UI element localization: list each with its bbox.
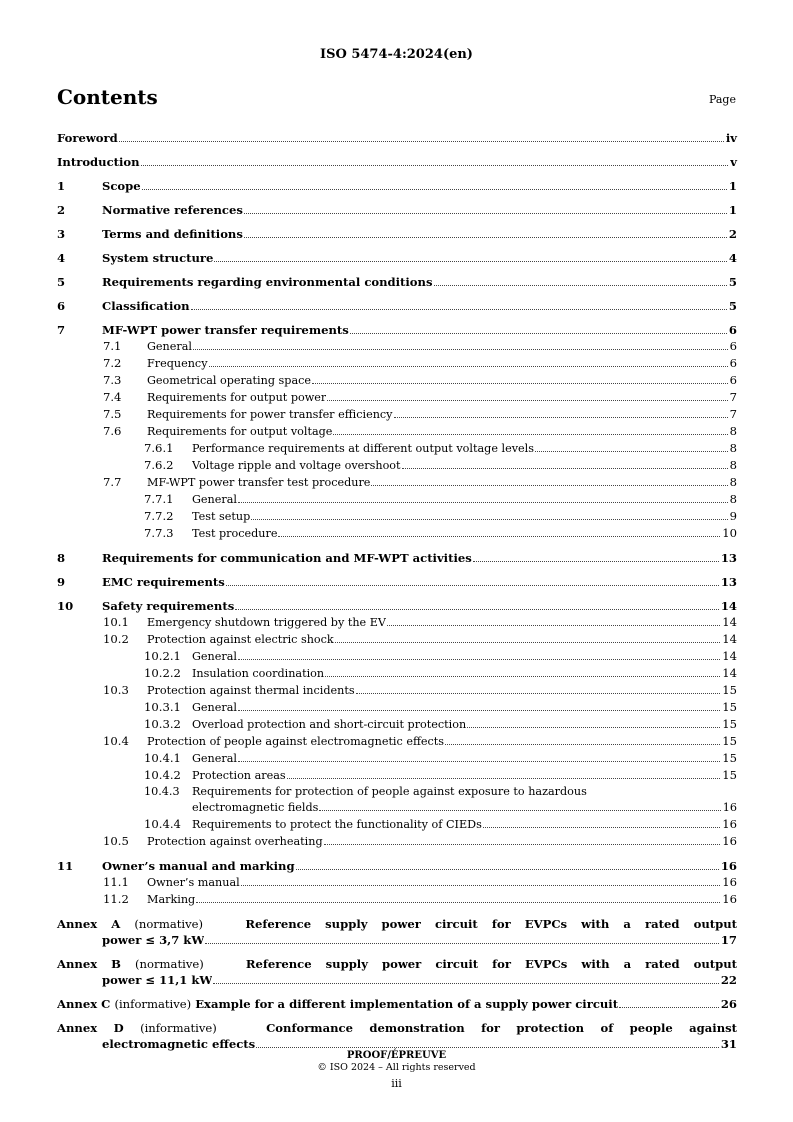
toc-page: 15 [722,700,737,714]
toc-label: Introduction [57,155,140,169]
toc-entry-10-4-1[interactable] [57,750,737,767]
toc-label: Protection of people against electromagnetic effects [147,735,445,748]
dot-leader [350,333,727,334]
toc-page: 9 [729,509,737,523]
toc-label: Reference supply power circuit for EVPCs with a rated output [245,917,737,931]
toc-entry-10-1[interactable] [57,614,737,631]
dot-leader [251,519,727,520]
toc-label: Protection against overheating [147,835,323,848]
toc-entry-7-7-3[interactable] [57,525,737,542]
proof-label: PROOF/ÉPREUVE [346,1050,447,1061]
toc-number: 11.2 [103,892,129,906]
toc-label: Insulation coordination [192,667,325,680]
toc-page: 1 [728,179,737,193]
toc-page: 15 [722,683,737,697]
toc-number: 10.4.4 [144,817,181,831]
annex-prefix: Annex B [57,957,121,971]
toc-label: Requirements for power transfer efficiency [147,408,393,421]
toc-page: 15 [722,768,737,782]
toc-number: 10.1 [103,615,129,629]
toc-page: 15 [722,751,737,765]
toc-label: General [192,752,237,765]
toc-number: 7.4 [103,390,122,404]
dot-leader [193,349,728,350]
toc-entry-7-4[interactable] [57,389,737,406]
toc-label: Test procedure [192,527,278,540]
dot-leader [244,213,727,214]
dot-leader [278,536,720,537]
annex-kind: (informative) [140,1021,217,1035]
toc-label: Owner’s manual [147,876,240,889]
dot-leader [119,141,724,142]
toc-number: 5 [57,275,66,289]
toc-page: 14 [722,632,737,646]
toc-label-continued: electromagnetic effects [102,1037,256,1051]
toc-entry-8[interactable] [57,550,737,566]
toc-line [57,916,737,932]
toc-label-continued: power ≤ 3,7 kW [102,933,205,947]
toc-entry-6[interactable] [57,298,737,314]
toc-number: 10.2 [103,632,129,646]
toc-entry-2[interactable] [57,202,737,218]
toc-entry-1[interactable] [57,178,737,194]
dot-leader [327,400,727,401]
toc-number: 10.4.1 [144,751,181,765]
toc-number: 7.7.1 [144,492,174,506]
toc-page: 16 [720,859,737,873]
toc-entry-annex-c[interactable] [57,996,737,1012]
toc-entry-10-2-2[interactable] [57,665,737,682]
toc-page: 5 [728,275,737,289]
toc-entry-annex-a[interactable] [57,916,737,948]
toc-page: v [730,155,737,169]
toc-label: General [192,493,237,506]
toc-number: 10.3 [103,683,129,697]
annex-prefix: Annex A [57,917,121,931]
toc-page: 31 [720,1037,737,1051]
dot-leader [238,502,728,503]
toc-entry-7-5[interactable] [57,406,737,423]
dot-leader [387,625,720,626]
toc-number: 7.3 [103,373,122,387]
toc-number: 11.1 [103,875,129,889]
toc-label: Reference supply power circuit for EVPCs with a rated output [245,957,738,971]
dot-leader [244,237,727,238]
annex-prefix: Annex C [57,997,111,1011]
toc-entry-11-2[interactable] [57,891,737,908]
toc-label: Normative references [102,203,243,217]
dot-leader [238,659,720,660]
toc-entry-10[interactable] [57,598,737,614]
toc-page: 8 [729,492,737,506]
toc-page: 14 [722,615,737,629]
toc-label: Scope [102,179,141,193]
toc-page: 8 [729,424,737,438]
dot-leader [191,309,727,310]
toc-page: 13 [720,575,737,589]
toc-page: 17 [720,933,737,947]
toc-label: Safety requirements [102,599,235,613]
toc-label: Requirements for output voltage [147,425,333,438]
toc-line [57,932,737,948]
dot-leader [394,417,728,418]
toc-page: 6 [729,373,737,387]
toc-title: Example for a different implementation of a supply power circuit [195,997,619,1011]
toc-label: Protection against electric shock [147,633,334,646]
page-column-label: Page [708,93,736,106]
toc-number: 7.1 [103,339,122,353]
toc-label: Marking [147,893,196,906]
toc-page: 16 [722,834,737,848]
toc-page: 26 [720,997,737,1011]
toc-page: 2 [728,227,737,241]
toc-page: iv [725,131,737,145]
toc-label: Performance requirements at different output voltage levels [192,442,534,455]
toc-page: 8 [729,475,737,489]
toc-label: Emergency shutdown triggered by the EV [147,616,386,629]
toc-number: 1 [57,179,66,193]
dot-leader [141,165,729,166]
copyright-notice: © ISO 2024 – All rights reserved [317,1062,476,1073]
toc-entry-annex-d[interactable] [57,1020,737,1052]
page-footer [0,1050,793,1090]
toc-page: 22 [720,973,737,987]
dot-leader [209,366,728,367]
toc-number: 7.5 [103,407,122,421]
toc-entry-10-4[interactable] [57,733,737,750]
toc-label: Test setup [192,510,251,523]
toc-number: 7 [57,323,66,337]
toc-entry-7-6-1[interactable] [57,440,737,457]
toc-label: Requirements for communication and MF-WPT activities [102,551,472,565]
dot-leader [214,261,727,262]
toc-page: 5 [728,299,737,313]
toc-page: 4 [728,251,737,265]
toc-label: Overload protection and short-circuit protection [192,718,467,731]
toc-page: 16 [722,875,737,889]
toc-number: 10.4 [103,734,129,748]
dot-leader [371,485,727,486]
dot-leader [445,744,720,745]
toc-label-continued: electromagnetic fields [192,801,319,814]
toc-page: 15 [722,717,737,731]
toc-entry-10-2-1[interactable] [57,648,737,665]
toc-label: Foreword [57,131,118,145]
toc-page: 6 [729,339,737,353]
toc-number: 7.7.3 [144,526,174,540]
toc-entry-introduction[interactable] [57,154,737,170]
toc-number: 7.6.2 [144,458,174,472]
dot-leader [402,468,728,469]
toc-label [57,996,618,1012]
toc-entry-5[interactable] [57,274,737,290]
toc-number: 7.2 [103,356,122,370]
dot-leader [467,727,720,728]
dot-leader [142,189,727,190]
dot-leader [473,561,719,562]
toc-label: Frequency [147,357,208,370]
toc-number: 11 [57,859,74,873]
toc-page: 13 [720,551,737,565]
toc-entry-7-7-1[interactable] [57,491,737,508]
toc-number: 10.4.2 [144,768,181,782]
dot-leader [324,844,721,845]
dot-leader [312,383,728,384]
toc-page: 16 [722,801,737,814]
toc-line [144,784,737,800]
toc-entry-10-4-4[interactable] [57,816,737,833]
toc-number: 7.6 [103,424,122,438]
toc-line [57,972,737,988]
toc-label: Geometrical operating space [147,374,312,387]
toc-label-continued: power ≤ 11,1 kW [102,973,213,987]
toc-page: 6 [728,323,737,337]
toc-number: 2 [57,203,66,217]
annex-kind: (informative) [114,997,192,1011]
toc-entry-10-2[interactable] [57,631,737,648]
dot-leader [238,761,720,762]
toc-number: 6 [57,299,66,313]
toc-entry-10-3-1[interactable] [57,699,737,716]
toc-number: 9 [57,575,66,589]
toc-entry-10-4-3[interactable] [57,784,737,816]
toc-entry-7-6[interactable] [57,423,737,440]
toc-number: 4 [57,251,66,265]
toc-entry-7-2[interactable] [57,355,737,372]
dot-leader [333,434,727,435]
dot-leader [296,869,719,870]
toc-entry-7[interactable] [57,322,737,338]
toc-line [192,800,737,816]
toc-page: 14 [722,649,737,663]
dot-leader [325,676,720,677]
toc-label: Protection areas [192,769,286,782]
toc-page: 7 [729,390,737,404]
page-title: Contents [57,85,158,109]
dot-leader [287,778,721,779]
toc-label: MF-WPT power transfer requirements [102,323,349,337]
toc-page: 15 [722,734,737,748]
toc-entry-7-7[interactable] [57,474,737,491]
toc-label: Protection against thermal incidents [147,684,355,697]
toc-entry-7-3[interactable] [57,372,737,389]
toc-label: General [147,340,192,353]
toc-number: 10.3.1 [144,700,181,714]
toc-label: General [192,650,237,663]
toc-label: System structure [102,251,214,265]
dot-leader [256,1047,719,1048]
toc-label: Classification [102,299,190,313]
dot-leader [356,693,721,694]
dot-leader [434,285,727,286]
toc-number: 7.7.2 [144,509,174,523]
toc-label: Voltage ripple and voltage overshoot [192,459,401,472]
toc-number: 7.7 [103,475,122,489]
dot-leader [483,827,720,828]
toc-label: Requirements regarding environmental conditions [102,275,433,289]
toc-number: 8 [57,551,66,565]
toc-page: 8 [729,441,737,455]
toc-page: 16 [722,817,737,831]
document-id: ISO 5474-4:2024(en) [320,47,473,62]
dot-leader [619,1007,719,1008]
toc-line [57,956,737,972]
page-number: iii [391,1077,402,1090]
toc-entry-10-4-2[interactable] [57,767,737,784]
toc-label: EMC requirements [102,575,225,589]
toc-page: 1 [728,203,737,217]
toc-entry-10-3[interactable] [57,682,737,699]
toc-label: Requirements for output power [147,391,327,404]
toc-number: 10.2.1 [144,649,181,663]
toc-number: 10.2.2 [144,666,181,680]
dot-leader [205,943,719,944]
toc-page: 16 [722,892,737,906]
toc-entry-7-6-2[interactable] [57,457,737,474]
toc-entry-4[interactable] [57,250,737,266]
annex-prefix: Annex D [57,1021,124,1035]
toc-entry-11[interactable] [57,858,737,874]
dot-leader [226,585,719,586]
toc-label: Requirements for protection of people against exposure to hazardous [192,785,587,798]
dot-leader [335,642,721,643]
toc-page: 7 [729,407,737,421]
toc-entry-10-3-2[interactable] [57,716,737,733]
dot-leader [319,810,720,811]
toc-page: 14 [720,599,737,613]
dot-leader [235,609,719,610]
toc-entry-annex-b[interactable] [57,956,737,988]
toc-line [57,1020,737,1036]
toc-page: 8 [729,458,737,472]
toc-entry-9[interactable] [57,574,737,590]
toc-entry-foreword[interactable] [57,130,737,146]
toc-entry-7-7-2[interactable] [57,508,737,525]
annex-kind: (normative) [135,957,204,971]
toc-entry-7-1[interactable] [57,338,737,355]
toc-number: 10.4.3 [144,785,180,798]
dot-leader [535,451,728,452]
toc-label: Requirements to protect the functionality of CIEDs [192,818,482,831]
toc-label: General [192,701,237,714]
toc-entry-3[interactable] [57,226,737,242]
toc-label: Conformance demonstration for protection of people against [266,1021,738,1035]
toc-label: MF-WPT power transfer test procedure [147,476,371,489]
toc-label: Terms and definitions [102,227,243,241]
toc-page: 6 [729,356,737,370]
dot-leader [241,885,721,886]
toc-number: 10.3.2 [144,717,181,731]
table-of-contents [57,130,737,1052]
toc-entry-10-5[interactable] [57,833,737,850]
dot-leader [238,710,720,711]
dot-leader [196,902,720,903]
toc-number: 3 [57,227,66,241]
toc-entry-11-1[interactable] [57,874,737,891]
dot-leader [213,983,718,984]
toc-number: 10 [57,599,74,613]
toc-number: 7.6.1 [144,441,174,455]
toc-number: 10.5 [103,834,129,848]
toc-label: Owner’s manual and marking [102,859,295,873]
toc-page: 14 [722,666,737,680]
toc-page: 10 [722,526,737,540]
annex-kind: (normative) [134,917,204,931]
